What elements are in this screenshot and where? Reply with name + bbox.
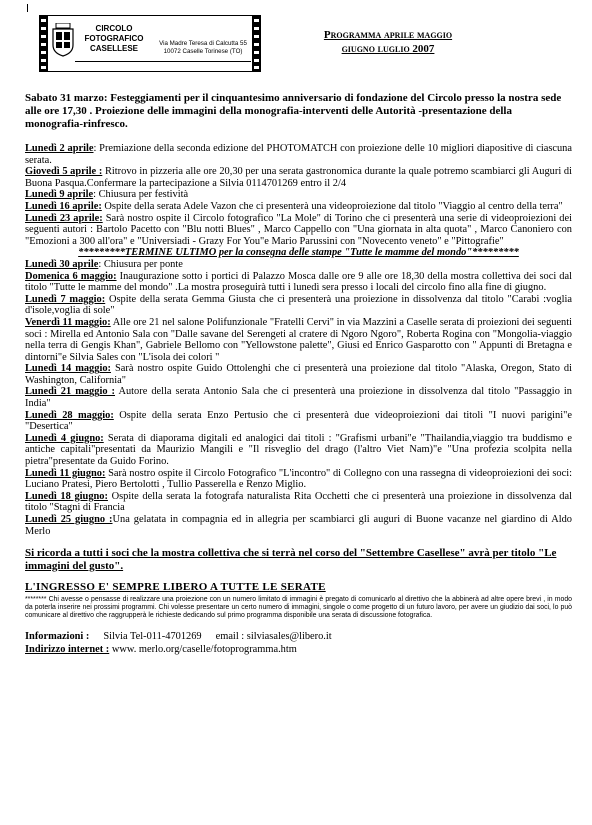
event-description: Ritrovo in pizzeria alle ore 20,30 per una serata gastronomica durante la quale potremo scambiarci gli Auguri di Buona Pasqua.Confermare la partecipazione a Silvia 0114701269 entro il 2/4 (25, 166, 572, 189)
event-entry (25, 410, 572, 433)
event-list (25, 143, 572, 537)
event-date: Lunedì 4 giugno: (25, 432, 104, 444)
event-date: Lunedì 16 aprile: (25, 200, 102, 212)
event-description: Alle ore 21 nel salone Polifunzionale "Fratelli Cervi" in via Mazzini a Caselle serata di proiezioni dei seguenti soci : Mirella ed Antonio Sala con "Dalle savane del Serengeti al cratere di Ngoro Ngoro", Roberta Rogina con "Mongolia-viaggio nella terra di Gengis Khan", Gabriele Bellomo con "Yellowstone palette", Giusi ed Enrico Gasparotto con " Appunti di Bretagna e dintorni"e Silvia Sales con "L'isola dei colori " (25, 316, 572, 363)
event-date: Lunedì 14 maggio: (25, 363, 111, 375)
event-date: Lunedì 25 giugno : (25, 514, 113, 525)
coat-of-arms-icon (52, 23, 74, 57)
event-entry (25, 271, 572, 294)
event-description: Ospite della serata Gemma Giusta che ci presenterà una proiezione in dissolvenza dal titolo "Carabi :voglia d'isole,voglia di sole" (25, 293, 572, 317)
event-entry (25, 259, 572, 271)
event-description: : Premiazione della seconda edizione del PHOTOMATCH con proiezione delle 10 migliori diapositive di ciascuna serata. (25, 143, 572, 166)
corner-mark (27, 4, 28, 12)
deadline-notice: *********TERMINE ULTIMO per la consegna delle stampe "Tutte le mamme del mondo"********* (78, 247, 519, 259)
event-description: Ospite della serata Enzo Pertusio che ci presenterà due videoproiezioni dai titoli "I nuovi parigini"e "Desertica" (25, 409, 572, 433)
event-entry (25, 386, 572, 409)
contact-phone: Silvia Tel-011-4701269 (103, 631, 202, 643)
event-date: Giovedì 5 aprile : (25, 166, 103, 178)
film-strip-left (39, 15, 48, 72)
event-date: Lunedì 21 maggio : (25, 386, 116, 398)
event-entry (25, 189, 572, 201)
event-date: Lunedì 28 maggio: (25, 409, 114, 421)
website-link[interactable]: www. merlo.org/caselle/fotoprogramma.htm (111, 644, 297, 656)
event-description: Ospite della serata la fotografa naturalista Rita Occhetti che ci presenterà una proiezione in dissolvenza dal titolo "Stagni di Francia (25, 490, 572, 514)
event-description: Autore della serata Antonio Sala che ci presenterà una proiezione in dissolvenza dal titolo "Passaggio in India" (25, 386, 572, 410)
event-date: Domenica 6 maggio: (25, 270, 117, 282)
event-date: Lunedì 30 aprile (25, 258, 99, 270)
event-description: Sarà nostro ospite il Circolo Fotografico "L'incontro" di Collegno con una rassegna di videoproiezioni dei soci: Luciano Pratesi, Piero Bertolotti , Tullio Passerella e Renzo Miglio. (25, 467, 572, 491)
event-entry (25, 317, 572, 363)
contact-info: Informazioni : Silvia Tel-011-4701269 email : silviasales@libero.it Indirizzo internet : www. merlo.org/caselle/fotoprogramma.htm (25, 631, 332, 656)
event-date: Lunedì 11 giugno: (25, 467, 106, 479)
free-entry-notice: L'INGRESSO E' SEMPRE LIBERO A TUTTE LE SERATE (25, 581, 326, 594)
closing-reminder: Si ricorda a tutti i soci che la mostra collettiva che si terrà nel corso del "Settembre Casellese" avrà per titolo "Le immagini del gusto". (25, 547, 557, 572)
event-description: Serata di diaporama digitali ed analogici dai titoli : "Grafismi urbani"e "Thailandia,viaggio tra buddismo e antiche capitali"presentati da Maurizio Mangili e "Il risveglio del drago (l'altro Viet Nam)"e "Una profezia scolpita nella pietra"presentate da Guido Forino. (25, 432, 572, 468)
event-date: Lunedì 23 aprile: (25, 212, 103, 224)
event-entry (25, 491, 572, 514)
event-entry (25, 514, 572, 537)
event-date: Venerdì 11 maggio: (25, 316, 111, 328)
anniversary-intro: Sabato 31 marzo: Festeggiamenti per il cinquantesimo anniversario di fondazione del Circolo presso la nostra sede alle ore 17,30 . Proiezione delle immagini della monografia-interventi delle Autorità -presentazione della monografia-rinfresco. (25, 92, 562, 130)
program-body (25, 92, 572, 656)
event-entry (25, 201, 572, 213)
event-entry (25, 143, 572, 166)
event-description: : Chiusura per festività (93, 189, 189, 201)
event-description: Sarà nostro ospite il Circolo fotografico "La Mole" di Torino che ci presenterà una serie di videoproiezioni dei seguenti autori : Bartolo Pacetto con "Blu notti Blues" , Marco Cappello con "Una giornata in alta quota" , Marco Canoniero con "Emozioni a 300 all'ora" e "Universiadi - Grazy For You"e Mario Parussini con "Novecento veneto" e "Pittografie" (25, 212, 572, 247)
event-entry (25, 468, 572, 491)
event-description: Inaugurazione sotto i portici di Palazzo Mosca dalle ore 9 alle ore 18,30 della mostra collettiva dei soci dal titolo "Tutte le mamme del mondo" .La mostra proseguirà tutti i lunedì sera presso i locali del circolo fino alla fine di giugno. (25, 270, 572, 294)
event-entry (25, 213, 572, 248)
event-description: Sarà nostro ospite Guido Ottolenghi che ci presenterà una proiezione dal titolo "Alaska, Oregon, Stato di Washington, California" (25, 363, 572, 386)
event-entry (25, 363, 572, 386)
event-date: Lunedì 9 aprile (25, 189, 94, 201)
event-description: Una gelatata in compagnia ed in allegria per scambiarci gli auguri di Buone vacanze nel giardino di Aldo Merlo (25, 514, 572, 537)
event-entry (25, 166, 572, 189)
program-title: Programma aprile maggio giugno luglio 2007 (323, 29, 453, 55)
logo-club-name: CIRCOLO FOTOGRAFICO CASELLESE (84, 24, 144, 53)
club-logo (39, 15, 261, 72)
event-date: Lunedì 18 giugno: (25, 490, 108, 502)
logo-address: Via Madre Teresa di Calcutta 55 10072 Caselle Torinese (TO) (159, 40, 247, 55)
event-description: Ospite della serata Adele Vazon che ci presenterà una videoproiezione dal titolo "Viaggio al centro della terra" (101, 200, 563, 212)
event-description: : Chiusura per ponte (98, 258, 183, 270)
event-entry (25, 433, 572, 468)
event-entry (25, 294, 572, 317)
event-date: Lunedì 2 aprile (25, 143, 94, 154)
footnote: ******** Chi avesse o pensasse di realizzare una proiezione con un numero limitato di immagini è pregato di comunicarlo al direttivo che la abbinerà ad altre opere brevi , in modo da poterla inserire nei prossimi programmi. Chi volesse presentare un certo numero di immagini, singole o come progetto di un futuro lavoro, per avere un giudizio dai soci, lo può comunicare al direttivo che raggrupperà le richieste dedicando sul primo programma disponibile una serata di discussione fotografica. (25, 595, 572, 620)
contact-email[interactable]: email : silviasales@libero.it (215, 631, 332, 643)
event-date: Lunedì 7 maggio: (25, 293, 106, 305)
